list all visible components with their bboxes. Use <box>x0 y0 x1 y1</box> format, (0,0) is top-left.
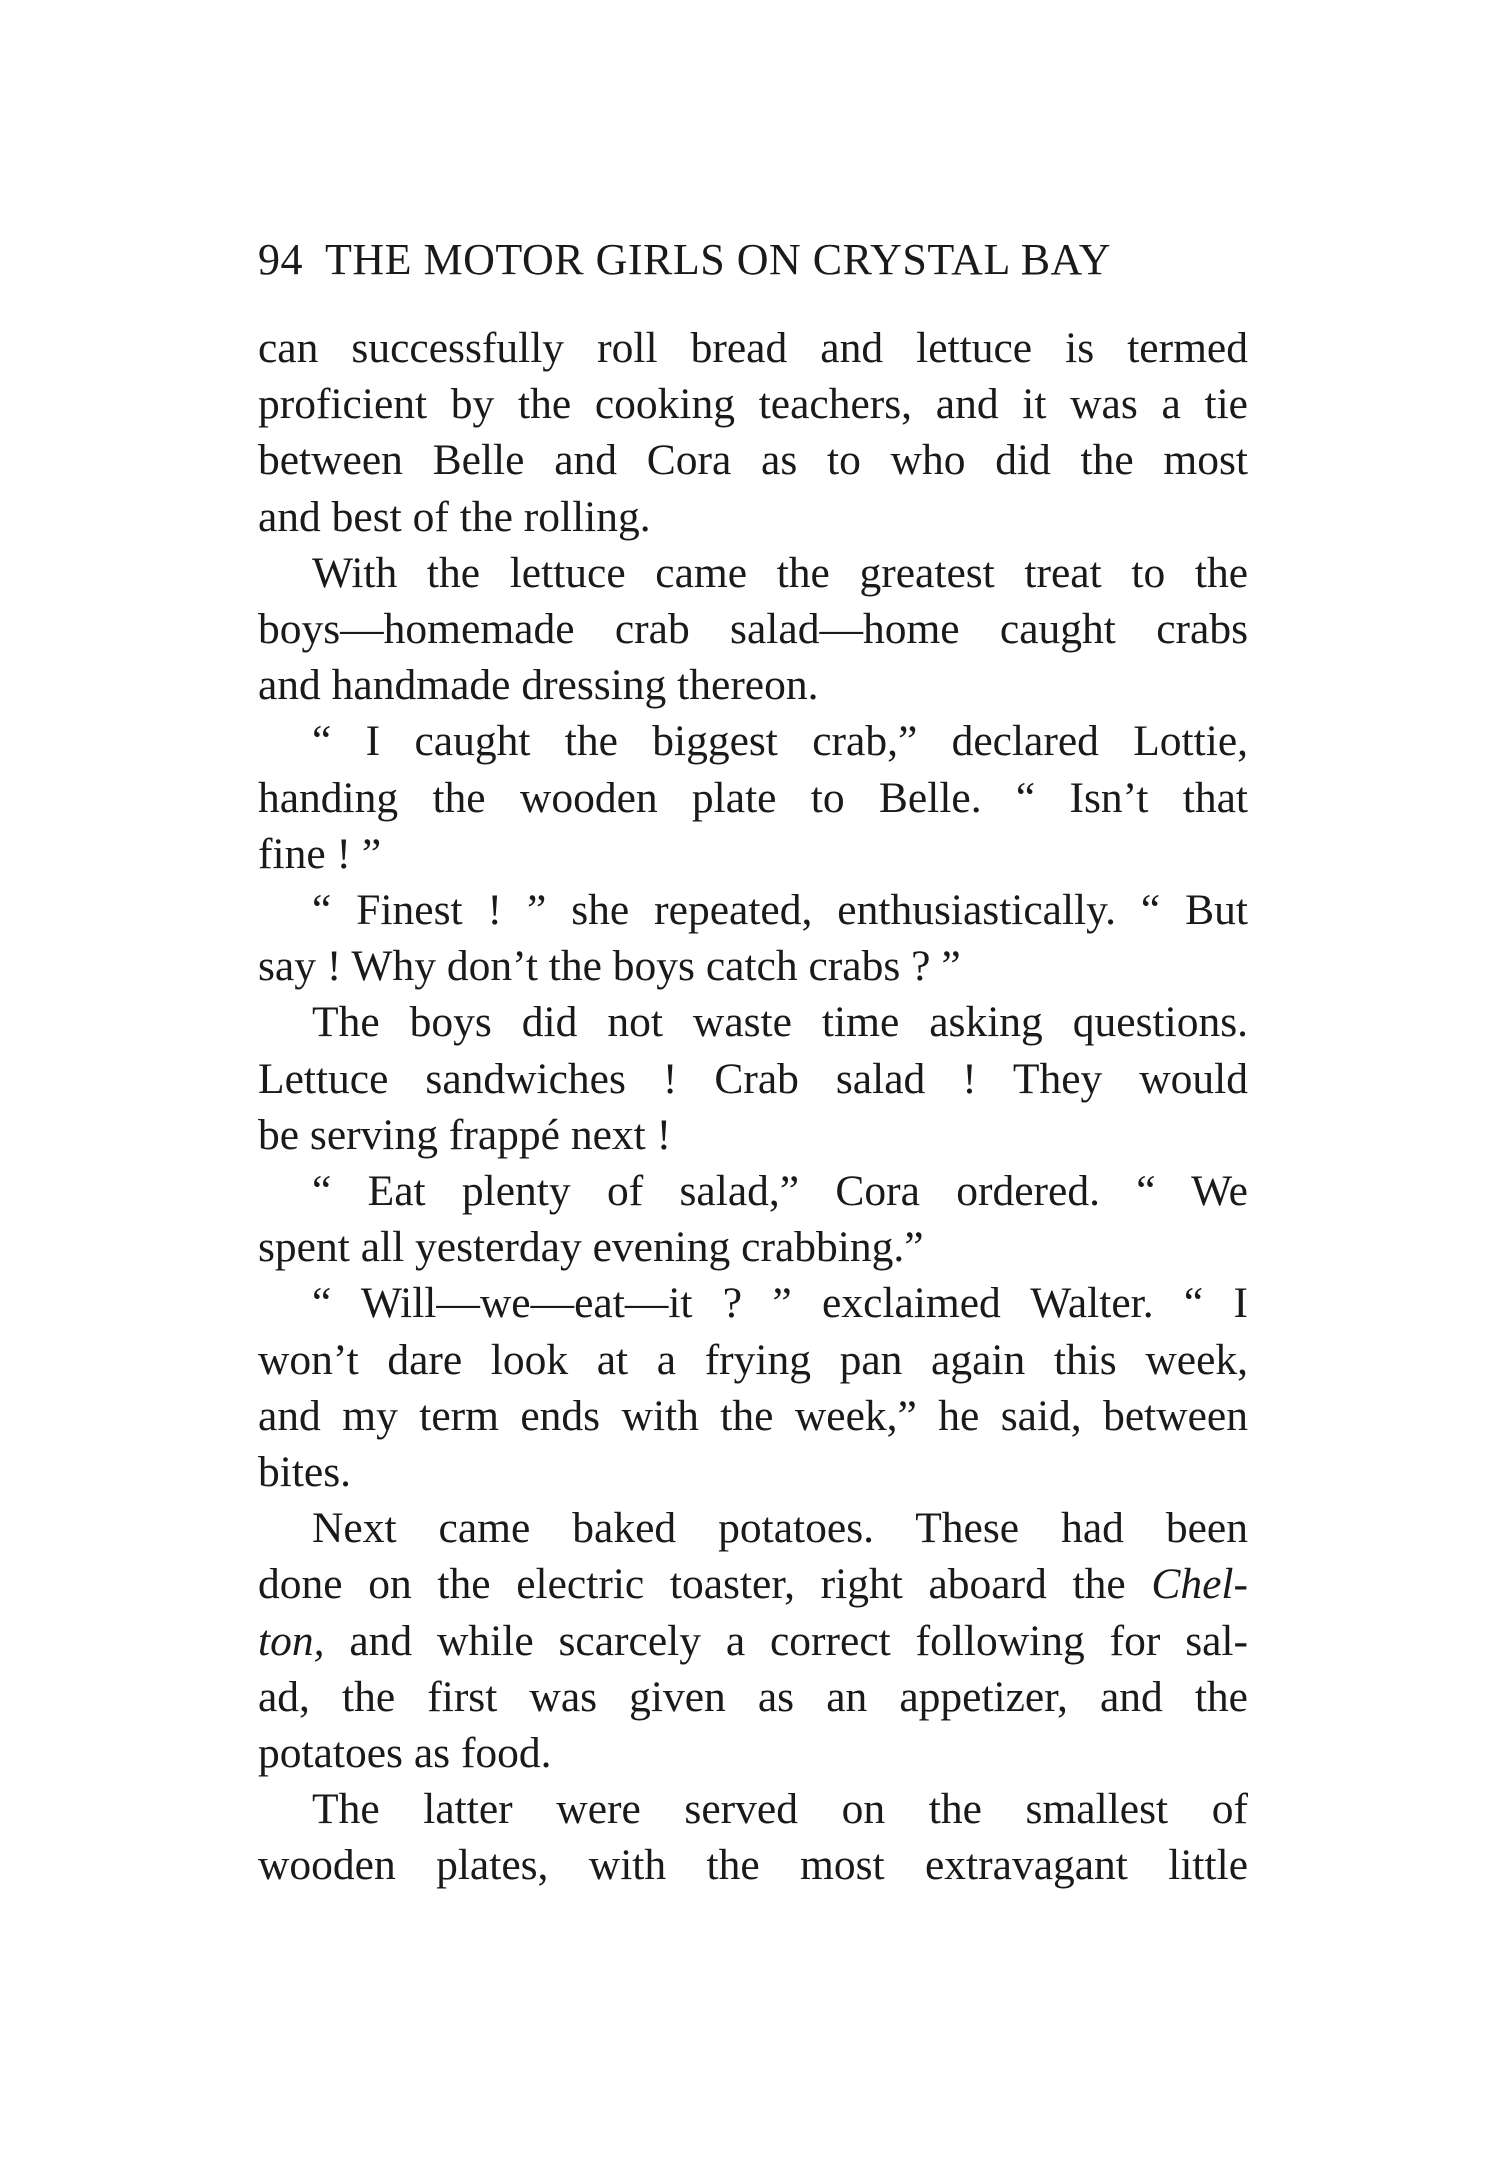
paragraph-7 <box>258 1275 1248 1500</box>
text-line <box>258 1556 1248 1612</box>
text-line: Lettuce sandwiches ! Crab salad ! They would <box>258 1054 1248 1103</box>
paragraph-4 <box>258 882 1248 994</box>
text-line: be serving frappé next ! <box>258 1110 672 1159</box>
text-line: With the lettuce came the greatest treat to the <box>312 548 1248 597</box>
text-line: proficient by the cooking teachers, and it was a tie <box>258 380 1248 429</box>
text-line: wooden plates, with the most extravagant little <box>258 1841 1248 1890</box>
text-line: potatoes as food. <box>258 1729 552 1778</box>
italic-ship-name: ton, <box>258 1616 325 1665</box>
text-line: boys—homemade crab salad—home caught crabs <box>258 605 1248 654</box>
text-line: and my term ends with the week,” he said, between <box>258 1391 1248 1440</box>
text-line <box>258 1613 1248 1669</box>
text-line: between Belle and Cora as to who did the most <box>258 436 1248 485</box>
page-number: 94 <box>258 235 303 284</box>
text-line: handing the wooden plate to Belle. “ Isn’t that <box>258 773 1248 822</box>
text-line: bites. <box>258 1448 352 1497</box>
italic-ship-name: Chel- <box>1151 1560 1248 1609</box>
text-line: spent all yesterday evening crabbing.” <box>258 1223 924 1272</box>
paragraph-8 <box>258 1500 1248 1781</box>
text-line: The boys did not waste time asking questions. <box>312 998 1248 1047</box>
text-fragment: and while scarcely a correct following for sal- <box>349 1616 1248 1665</box>
text-line: ad, the first was given as an appetizer, and the <box>258 1672 1248 1721</box>
text-line: fine ! ” <box>258 829 382 878</box>
paragraph-1 <box>258 320 1248 545</box>
book-page <box>258 230 1248 1894</box>
text-line: “ Eat plenty of salad,” Cora ordered. “ We <box>312 1167 1248 1216</box>
paragraph-9 <box>258 1781 1248 1893</box>
text-line: won’t dare look at a frying pan again this week, <box>258 1335 1248 1384</box>
running-head <box>258 230 1248 290</box>
paragraph-6 <box>258 1163 1248 1275</box>
paragraph-2 <box>258 545 1248 714</box>
running-title: THE MOTOR GIRLS ON CRYSTAL BAY <box>325 235 1112 284</box>
text-line: “ Will—we—eat—it ? ” exclaimed Walter. “ I <box>312 1279 1248 1328</box>
text-fragment: done on the electric toaster, right aboard the <box>258 1560 1126 1609</box>
text-line: and handmade dressing thereon. <box>258 661 819 710</box>
text-line: “ I caught the biggest crab,” declared Lottie, <box>312 717 1248 766</box>
text-line: The latter were served on the smallest of <box>312 1785 1248 1834</box>
text-line: and best of the rolling. <box>258 492 651 541</box>
paragraph-3 <box>258 713 1248 882</box>
text-line: say ! Why don’t the boys catch crabs ? ” <box>258 942 961 991</box>
text-line: Next came baked potatoes. These had been <box>312 1504 1248 1553</box>
text-line: can successfully roll bread and lettuce is termed <box>258 324 1248 372</box>
paragraph-5 <box>258 994 1248 1163</box>
text-line: “ Finest ! ” she repeated, enthusiastically. “ But <box>312 886 1248 935</box>
body-text <box>258 320 1248 1894</box>
